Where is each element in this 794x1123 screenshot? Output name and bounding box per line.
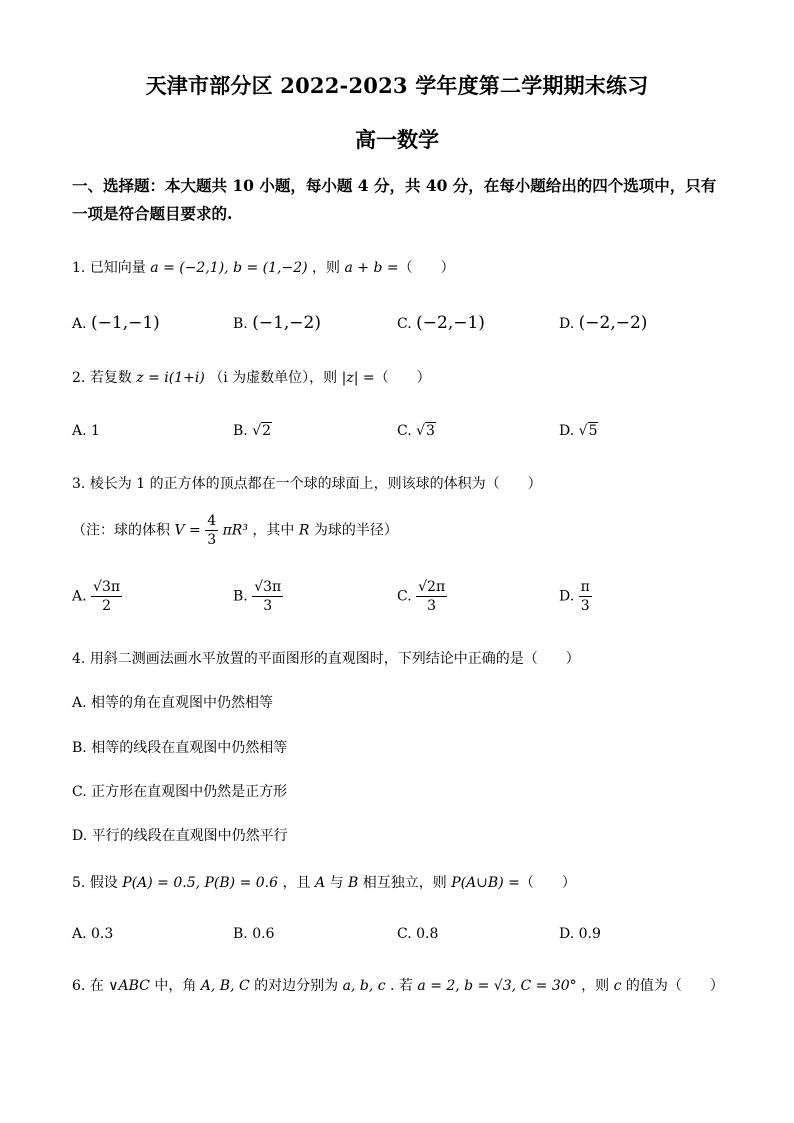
page-subtitle: 高一数学 <box>355 127 439 152</box>
option-value: (−1,−2) <box>252 313 321 333</box>
option-label: B. <box>233 423 248 439</box>
option-label: A. <box>72 316 87 332</box>
denominator: 2 <box>102 598 111 614</box>
question-text: 中，角 <box>154 978 197 994</box>
numerator: √3π <box>93 579 121 595</box>
fraction <box>416 578 447 615</box>
sqrt-symbol: √2 <box>252 423 272 439</box>
math-expression: a = 2, b = √3, C = 30° <box>417 978 577 994</box>
question-4 <box>72 648 580 668</box>
option-c <box>397 926 438 942</box>
option-label: D. <box>72 828 88 844</box>
option-label: A. <box>72 588 87 605</box>
math-expression: z = i(1+i) <box>136 370 205 386</box>
question-text: =（ ） <box>362 370 431 386</box>
option-value: 2 <box>262 423 272 439</box>
question-text: 若复数 <box>89 370 132 386</box>
option-value: 0.9 <box>578 926 601 942</box>
option-label: A. <box>72 926 87 942</box>
option-label: C. <box>397 926 412 942</box>
fraction <box>579 578 592 615</box>
option-d <box>559 423 598 439</box>
section-heading-line2: 一项是符合题目要求的. <box>72 204 233 223</box>
option-label: C. <box>397 588 412 605</box>
option-value: (−2,−2) <box>578 313 648 333</box>
math-expression: P(A) = 0.5, P(B) = 0.6 <box>122 875 279 891</box>
question-2 <box>72 367 431 387</box>
option-value: 3 <box>426 423 435 439</box>
math-expression: a, b, c <box>342 978 386 994</box>
option-label: A. <box>72 695 87 711</box>
option-value: 0.6 <box>252 926 275 942</box>
option-label: D. <box>559 926 575 942</box>
option-label: C. <box>72 784 87 800</box>
question-text: ，且 <box>282 875 311 891</box>
option-value: 2π <box>427 579 446 595</box>
question-text: 在 <box>89 978 104 994</box>
option-b <box>72 737 287 757</box>
option-label: B. <box>233 316 248 332</box>
option-label: C. <box>397 316 412 332</box>
numerator: √2π <box>418 579 446 595</box>
section-heading-line1: 一、选择题：本大题共 10 小题，每小题 4 分，共 40 分，在每小题给出的四个选项中，只有 <box>72 176 717 195</box>
math-expression: P(A∪B) <box>451 875 504 891</box>
option-a <box>72 313 160 333</box>
fraction <box>91 578 122 615</box>
question-number: 3. <box>72 476 86 492</box>
math-variable: B <box>347 875 359 891</box>
option-c <box>397 313 485 333</box>
question-number: 1. <box>72 260 86 276</box>
option-a <box>72 423 100 439</box>
option-c <box>397 578 447 615</box>
note-text: ，其中 <box>252 522 295 539</box>
option-value: 1 <box>91 423 100 439</box>
question-text: 假设 <box>89 875 118 891</box>
question-6 <box>72 975 724 995</box>
math-expression: a = (−2,1), b = (1,−2) <box>150 260 308 276</box>
option-label: D. <box>559 588 575 605</box>
option-value: 3π <box>263 579 282 595</box>
option-c <box>72 781 287 801</box>
option-d <box>559 926 601 942</box>
question-text: =（ ） <box>508 875 576 891</box>
math-variable: c <box>613 978 622 994</box>
question-number: 2. <box>72 370 86 386</box>
option-value: 0.3 <box>91 926 114 942</box>
question-text: . 若 <box>390 978 413 994</box>
option-d <box>559 313 647 333</box>
question-text: ，则 <box>581 978 610 994</box>
question-text: 相互独立，则 <box>362 875 447 891</box>
option-label: B. <box>72 740 87 756</box>
denominator: 3 <box>263 598 273 614</box>
option-b <box>233 423 272 439</box>
numerator: √3π <box>254 579 282 595</box>
option-a <box>72 926 113 942</box>
math-variable: R <box>298 522 310 539</box>
option-value: 相等的角在直观图中仍然相等 <box>91 695 274 711</box>
option-value: 3π <box>101 579 121 595</box>
question-3 <box>72 473 542 493</box>
question-number: 5. <box>72 875 86 891</box>
option-value: 平行的线段在直观图中仍然平行 <box>91 828 288 844</box>
option-label: B. <box>233 588 248 605</box>
question-text: 与 <box>329 875 344 891</box>
question-3-note <box>72 512 398 549</box>
option-b <box>233 926 274 942</box>
option-b <box>233 578 283 615</box>
denominator: 3 <box>427 598 437 614</box>
option-a <box>72 692 273 712</box>
note-text: 为球的半径） <box>313 522 398 539</box>
numerator: 4 <box>207 513 217 529</box>
option-c <box>397 423 436 439</box>
fraction <box>252 578 283 615</box>
option-label: B. <box>233 926 248 942</box>
question-number: 6. <box>72 978 86 994</box>
question-text: 的对边分别为 <box>254 978 339 994</box>
question-text: 用斜二测画法画水平放置的平面图形的直观图时，下列结论中正确的是（ ） <box>89 651 580 667</box>
option-d <box>559 578 592 615</box>
question-number: 4. <box>72 651 86 667</box>
denominator: 3 <box>207 532 217 548</box>
page-title: 天津市部分区 2022-2023 学年度第二学期期末练习 <box>145 73 649 98</box>
option-value: (−1,−1) <box>91 313 160 333</box>
question-text: 棱长为 1 的正方体的顶点都在一个球的球面上，则该球的体积为（ ） <box>89 476 542 492</box>
math-expression: A, B, C <box>200 978 250 994</box>
sqrt-symbol: √5 <box>578 423 598 439</box>
note-text: （注：球的体积 <box>72 522 170 539</box>
option-value: (−2,−1) <box>416 313 485 333</box>
question-text: ，则 <box>312 260 341 276</box>
option-d <box>72 825 288 845</box>
numerator: π <box>580 579 590 595</box>
option-label: C. <box>397 423 412 439</box>
denominator: 3 <box>580 598 590 614</box>
math-expression: V = <box>174 522 201 539</box>
section-heading <box>72 172 722 228</box>
option-value: 正方形在直观图中仍然是正方形 <box>91 784 288 800</box>
question-text: =（ ） <box>386 260 455 276</box>
option-a <box>72 578 122 615</box>
option-label: D. <box>559 423 575 439</box>
sqrt-symbol: √3 <box>416 423 435 439</box>
question-text: 的值为（ ） <box>625 978 724 994</box>
math-expression: a + b <box>344 260 383 276</box>
question-text: （i 为虚数单位），则 <box>209 370 338 386</box>
option-label: A. <box>72 423 87 439</box>
question-1 <box>72 257 455 277</box>
option-label: D. <box>559 316 575 332</box>
math-variable: A <box>314 875 326 891</box>
math-expression: |z| <box>341 370 359 386</box>
question-5 <box>72 872 576 892</box>
fraction <box>205 512 218 549</box>
math-expression: πR³ <box>222 522 248 539</box>
math-expression: ∨ABC <box>108 978 150 994</box>
option-value: 相等的线段在直观图中仍然相等 <box>91 740 288 756</box>
option-value: 5 <box>588 423 598 439</box>
option-value: 0.8 <box>416 926 439 942</box>
question-text: 已知向量 <box>89 260 146 276</box>
option-b <box>233 313 321 333</box>
